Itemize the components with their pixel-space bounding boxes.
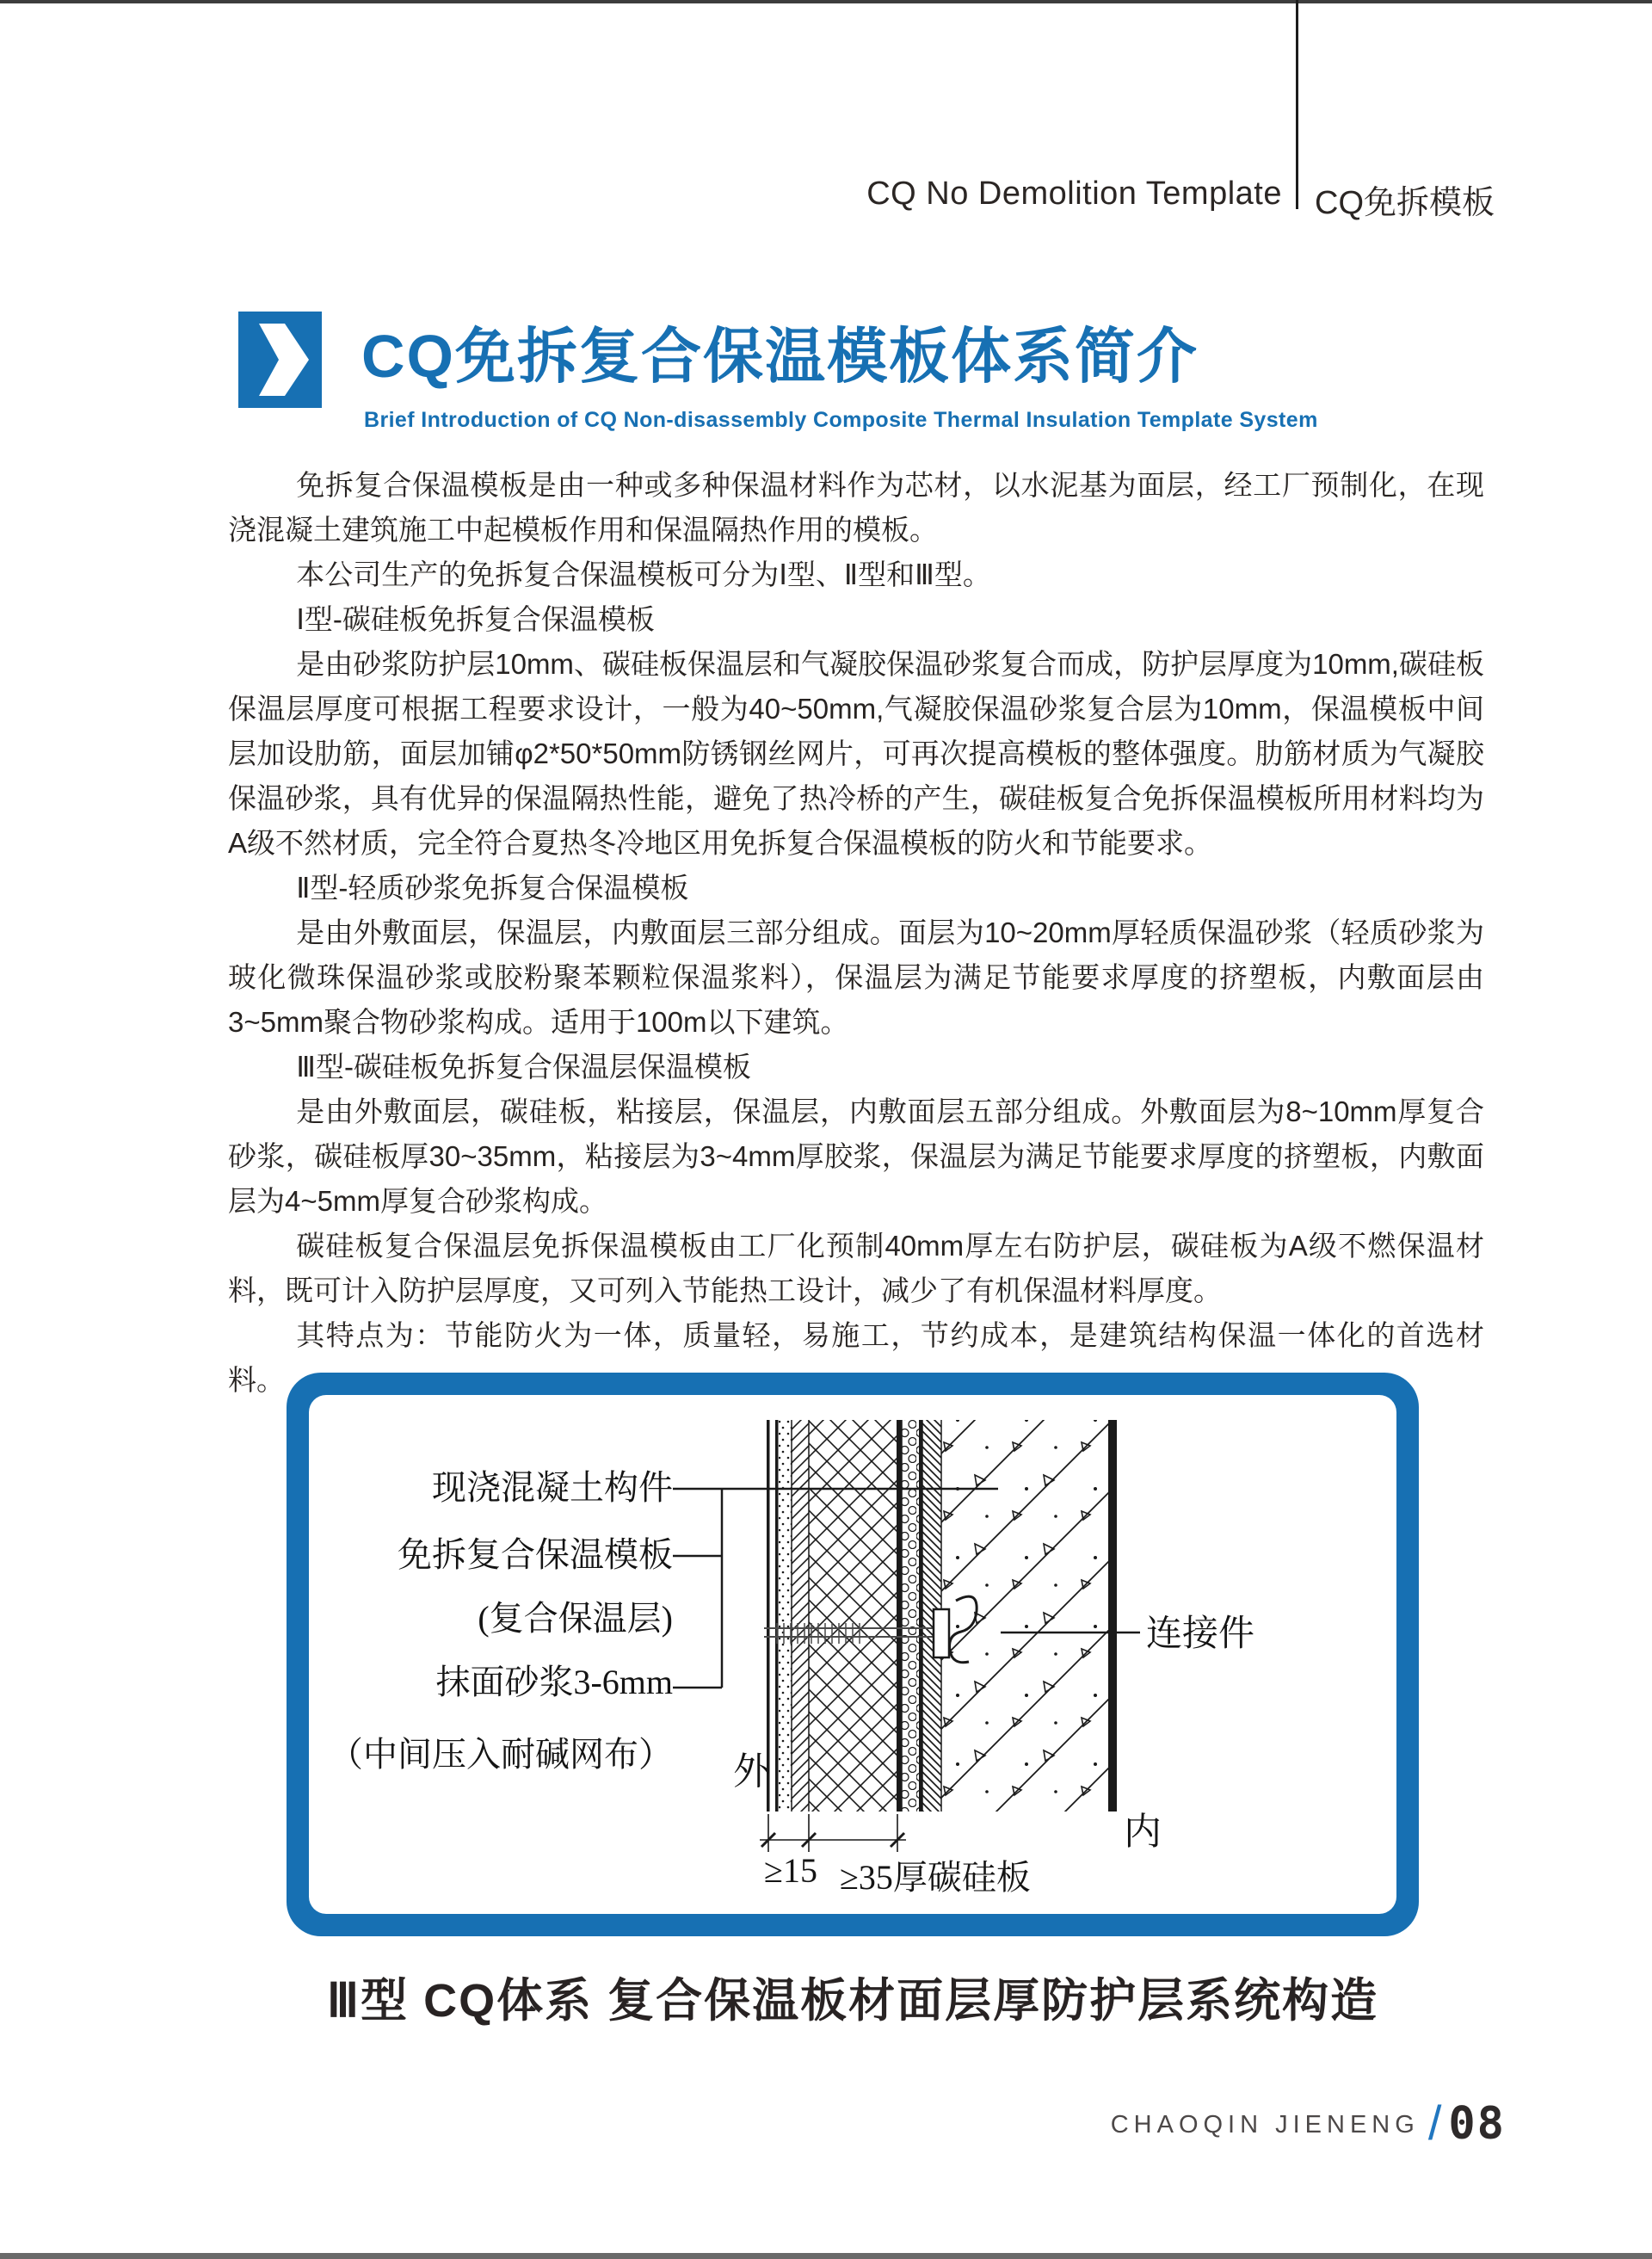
arrow-icon [238,312,322,408]
label-alkali-mesh: （中间压入耐碱网布） [329,1735,673,1774]
page-title: CQ免拆复合保温模板体系简介 [361,323,1199,390]
paragraph: Ⅲ型-碳硅板免拆复合保温层保温模板 [296,1051,751,1083]
diagram-caption: Ⅲ型 CQ体系 复合保温板材面层厚防护层系统构造 [326,1975,1379,2027]
paragraph: 碳硅板复合保温层免拆保温模板由工厂化预制40mm厚左右防护层，碳硅板为A级不燃保温材料，既可计入防护层厚度，又可列入节能热工设计，减少了有机保温材料厚度。 [228,1230,1484,1306]
footer-brand: CHAOQIN JIENENG [1110,2111,1420,2139]
label-connector: 连接件 [1146,1614,1255,1654]
paragraph: 其特点为：节能防火为一体，质量轻，易施工，节约成本，是建筑结构保温一体化的首选材料。 [228,1319,1484,1396]
page-bottom-edge [0,2253,1652,2259]
header-title-en: CQ No Demolition Template [866,176,1282,212]
chevron-right-icon [238,312,322,408]
paragraph: Ⅱ型-轻质砂浆免拆复合保温模板 [296,872,689,904]
dimension-lines [760,1814,906,1852]
header-divider-line [1296,0,1298,209]
footer-slash: / [1427,2095,1442,2150]
paragraph: 是由外敷面层，保温层，内敷面层三部分组成。面层为10~20mm厚轻质保温砂浆（轻质砂浆为玻化微珠保温砂浆或胶粉聚苯颗粒保温浆料），保温层为满足节能要求厚度的挤塑板，内敷面层由3~5mm聚合物砂浆构成。适用于100m以下建筑。 [228,917,1484,1038]
page-footer [1076,2095,1506,2150]
paragraph: 免拆复合保温模板是由一种或多种保温材料作为芯材，以水泥基为面层，经工厂预制化，在现浇混凝土建筑施工中起模板作用和保温隔热作用的模板。 [228,469,1484,546]
dim-15: ≥15 [764,1851,817,1890]
label-surface-mortar: 抹面砂浆3-6mm [435,1663,673,1701]
dimension-text [764,1850,1031,1899]
page-top-edge [0,0,1652,3]
label-cast-concrete: 现浇混凝土构件 [432,1468,673,1507]
page-number: 08 [1448,2098,1506,2150]
paragraph: 是由外敷面层，碳硅板，粘接层，保温层，内敷面层五部分组成。外敷面层为8~10mm厚复合砂浆，碳硅板厚30~35mm，粘接层为3~4mm厚胶浆，保温层为满足节能要求厚度的挤塑板，内敷面层为4~5mm厚复合砂浆构成。 [228,1096,1484,1217]
label-inside: 内 [1124,1811,1162,1853]
label-composite-layer: (复合保温层) [478,1599,673,1638]
label-insulation-template: 免拆复合保温模板 [398,1535,673,1574]
body-text [228,463,1484,1403]
paragraph: 本公司生产的免拆复合保温模板可分为Ⅰ型、Ⅱ型和Ⅲ型。 [296,559,991,590]
page-subtitle: Brief Introduction of CQ Non-disassembly Composite Thermal Insulation Template System [364,408,1318,432]
label-outside: 外 [733,1750,771,1793]
dim-35: ≥35厚碳硅板 [839,1858,1031,1897]
paragraph: 是由砂浆防护层10mm、碳硅板保温层和气凝胶保温砂浆复合而成，防护层厚度为10mm,碳硅板保温层厚度可根据工程要求设计，一般为40~50mm,气凝胶保温砂浆复合层为10mm，保温模板中间层加设肋筋，面层加铺φ2*50*50mm防锈钢丝网片，可再次提高模板的整体强度。肋筋材质为气凝胶保温砂浆，具有优异的保温隔热性能，避免了热冷桥的产生，碳硅板复合免拆保温模板所用材料均为A级不然材质，完全符合夏热冬冷地区用免拆复合保温模板的防火和节能要求。 [228,648,1484,859]
paragraph: Ⅰ型-碳硅板免拆复合保温模板 [296,603,655,635]
header-title-zh: CQ免拆模板 [1315,185,1495,221]
